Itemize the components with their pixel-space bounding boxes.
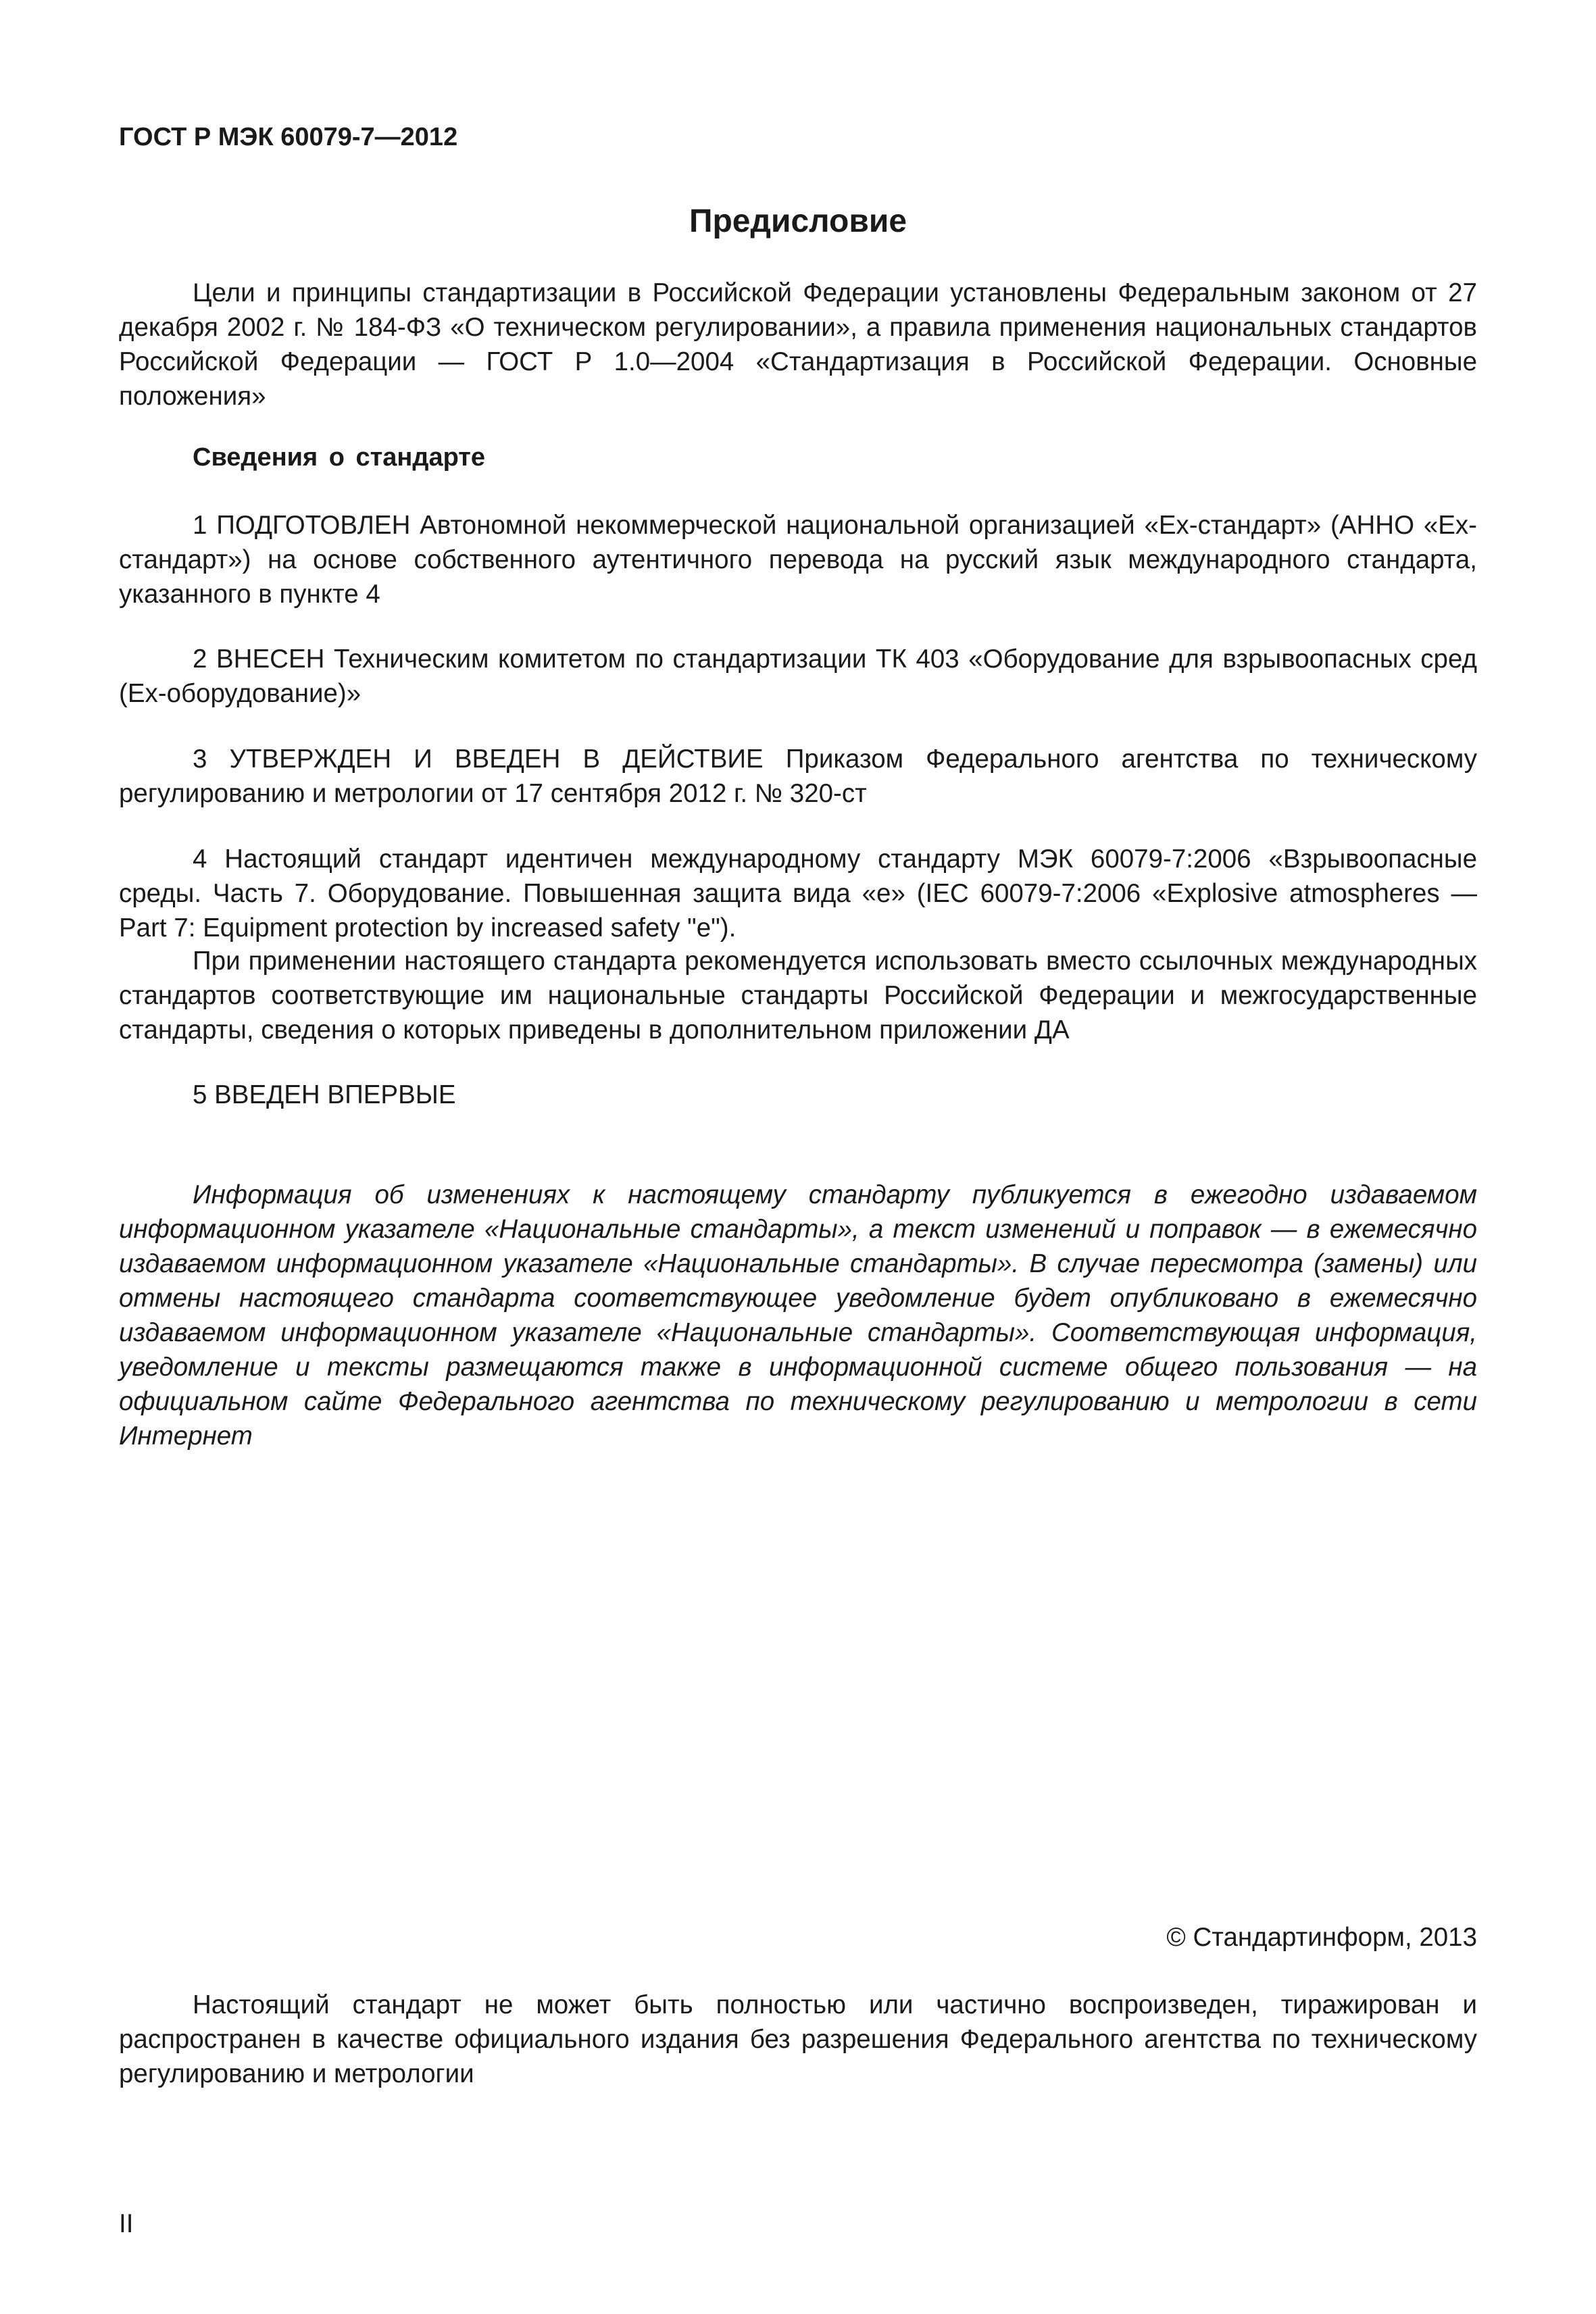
section-subheading: Сведения о стандарте <box>193 443 486 472</box>
item-references-note: При применении настоящего стандарта рекомендуется использовать вместо ссылочных международных стандартов соответствующие им национальные стандарты Российской Федерации и межгосударственные стандарты, сведения о которых приведены в дополнительном приложении ДА <box>119 947 1477 1045</box>
page-number: II <box>119 2209 134 2238</box>
intro-paragraph: Цели и принципы стандартизации в Российской Федерации установлены Федеральным законом от 27 декабря 2002 г. № 184-ФЗ «О техническом регулировании», а правила применения национальных стандартов Российской Федерации — ГОСТ Р 1.0—2004 «Стандартизация в Российской Федерации. Основные положения» <box>119 278 1477 411</box>
item-approved: 3 УТВЕРЖДЕН И ВВЕДЕН В ДЕЙСТВИЕ Приказом Федерального агентства по техническому регулированию и метрологии от 17 сентября 2012 г. № 320-ст <box>119 745 1477 808</box>
item-first-introduced: 5 ВВЕДЕН ВПЕРВЫЕ <box>193 1080 456 1109</box>
document-code: ГОСТ Р МЭК 60079-7—2012 <box>119 123 458 151</box>
reproduction-restriction: Настоящий стандарт не может быть полностью или частично воспроизведен, тиражирован и распространен в качестве официального издания без разрешения Федерального агентства по техническому регулированию и метрологии <box>119 1990 1477 2088</box>
item-submitted: 2 ВНЕСЕН Техническим комитетом по стандартизации ТК 403 «Оборудование для взрывоопасных сред (Ех-оборудование)» <box>119 645 1477 708</box>
page-title: Предисловие <box>689 203 907 239</box>
item-prepared: 1 ПОДГОТОВЛЕН Автономной некоммерческой национальной организацией «Ех-стандарт» (АННО «Ех-стандарт») на основе собственного аутентичного перевода на русский язык международного стандарта, указанного в пункте 4 <box>119 511 1477 609</box>
item-identical: 4 Настоящий стандарт идентичен международному стандарту МЭК 60079-7:2006 «Взрывоопасные среды. Часть 7. Оборудование. Повышенная защита вида «е» (IEC 60079-7:2006 «Explosive atmospheres — Part 7: Equipment protection by increased safety "e"). <box>119 845 1477 942</box>
changes-notice: Информация об изменениях к настоящему стандарту публикуется в ежегодно издаваемом информационном указателе «Национальные стандарты», а текст изменений и поправок — в ежемесячно издаваемом информационном указателе «Национальные стандарты». В случае пересмотра (замены) или отмены настоящего стандарта соответствующее уведомление будет опубликовано в ежемесячно издаваемом информационном указателе «Национальные стандарты». Соответствующая информация, уведомление и тексты размещаются также в информационной системе общего пользования — на официальном сайте Федерального агентства по техническому регулированию и метрологии в сети Интернет <box>119 1180 1477 1451</box>
copyright-line: © Стандартинформ, 2013 <box>1166 1923 1477 1952</box>
